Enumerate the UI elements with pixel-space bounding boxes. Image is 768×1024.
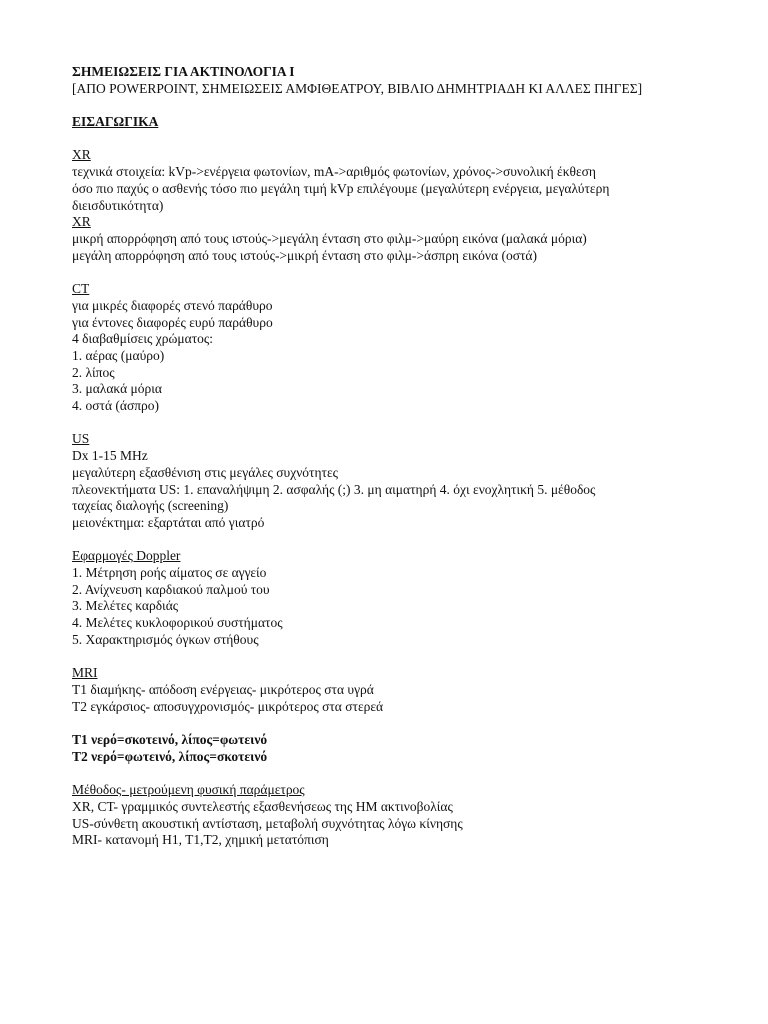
us-line-3: πλεονεκτήματα US: 1. επαναλήψιμη 2. ασφαλής (;) 3. μη αιματηρή 4. όχι ενοχλητική 5. μέθοδος	[72, 481, 596, 497]
mri-bold-line-1: T1 νερό=σκοτεινό, λίπος=φωτεινό	[72, 732, 268, 748]
xr2-line-2: μεγάλη απορρόφηση από τους ιστούς->μικρή ένταση στο φιλμ->άσπρη εικόνα (οστά)	[72, 247, 537, 263]
us-line-4: ταχείας διαλογής (screening)	[72, 498, 229, 514]
us-line-1: Dx 1-15 MHz	[72, 448, 148, 464]
doppler-line-4: 4. Μελέτες κυκλοφορικού συστήματος	[72, 615, 283, 631]
xr1-line-1: τεχνικά στοιχεία: kVp->ενέργεια φωτονίων, mA->αριθμός φωτονίων, χρόνος->συνολική έκθεση	[72, 164, 596, 180]
xr2-line-1: μικρή απορρόφηση από τους ιστούς->μεγάλη ένταση στο φιλμ->μαύρη εικόνα (μαλακά μόρια)	[72, 231, 587, 246]
doppler-line-2: 2. Ανίχνευση καρδιακού παλμού του	[72, 581, 270, 597]
intro-heading: ΕΙΣΑΓΩΓΙΚΑ	[72, 114, 159, 130]
document-subtitle: [ΑΠΟ POWERPOINT, ΣΗΜΕΙΩΣΕΙΣ ΑΜΦΙΘΕΑΤΡΟΥ, ΒΙΒΛΙΟ ΔΗΜΗΤΡΙΑΔΗ ΚΙ ΑΛΛΕΣ ΠΗΓΕΣ]	[72, 80, 643, 96]
mri-bold-line-2: T2 νερό=φωτεινό, λίπος=σκοτεινό	[72, 748, 268, 764]
document-page	[72, 64, 692, 849]
mri-heading: MRI	[72, 665, 98, 681]
ct-line-7: 4. οστά (άσπρο)	[72, 398, 160, 414]
doppler-line-3: 3. Μελέτες καρδιάς	[72, 598, 179, 614]
mri-line-2: T2 εγκάρσιος- αποσυγχρονισμός- μικρότερος στα στερεά	[72, 698, 384, 714]
us-line-2: μεγαλύτερη εξασθένιση στις μεγάλες συχνότητες	[72, 464, 338, 480]
method-line-1: XR, CT- γραμμικός συντελεστής εξασθενήσεως της ΗΜ ακτινοβολίας	[72, 798, 453, 814]
xr-heading-2: XR	[72, 214, 91, 230]
ct-line-4: 1. αέρας (μαύρο)	[72, 347, 165, 363]
xr1-line-3: διεισδυτικότητα)	[72, 197, 164, 213]
ct-line-3: 4 διαβαθμίσεις χρώματος:	[72, 331, 213, 347]
us-heading: US	[72, 431, 90, 447]
method-line-2: US-σύνθετη ακουστική αντίσταση, μεταβολή συχνότητας λόγω κίνησης	[72, 815, 463, 831]
doppler-heading: Εφαρμογές Doppler	[72, 548, 181, 564]
xr1-line-2: όσο πιο παχύς ο ασθενής τόσο πιο μεγάλη τιμή kVp επιλέγουμε (μεγαλύτερη ενέργεια, μεγαλύτερη	[72, 180, 610, 196]
ct-line-6: 3. μαλακά μόρια	[72, 381, 162, 397]
ct-line-5: 2. λίπος	[72, 364, 115, 380]
doppler-line-1: 1. Μέτρηση ροής αίματος σε αγγείο	[72, 565, 267, 581]
method-line-3: MRI- κατανομή H1, T1,T2, χημική μετατόπιση	[72, 832, 329, 848]
mri-line-1: T1 διαμήκης- απόδοση ενέργειας- μικρότερος στα υγρά	[72, 681, 374, 697]
xr-heading-1: XR	[72, 147, 91, 163]
document-title: ΣΗΜΕΙΩΣΕΙΣ ΓΙΑ ΑΚΤΙΝΟΛΟΓΙΑ Ι	[72, 64, 295, 79]
ct-heading: CT	[72, 281, 90, 297]
us-line-5: μειονέκτημα: εξαρτάται από γιατρό	[72, 514, 265, 530]
method-heading: Μέθοδος- μετρούμενη φυσική παράμετρος	[72, 782, 305, 798]
ct-line-2: για έντονες διαφορές ευρύ παράθυρο	[72, 314, 273, 330]
ct-line-1: για μικρές διαφορές στενό παράθυρο	[72, 297, 273, 313]
doppler-line-5: 5. Χαρακτηρισμός όγκων στήθους	[72, 631, 259, 647]
